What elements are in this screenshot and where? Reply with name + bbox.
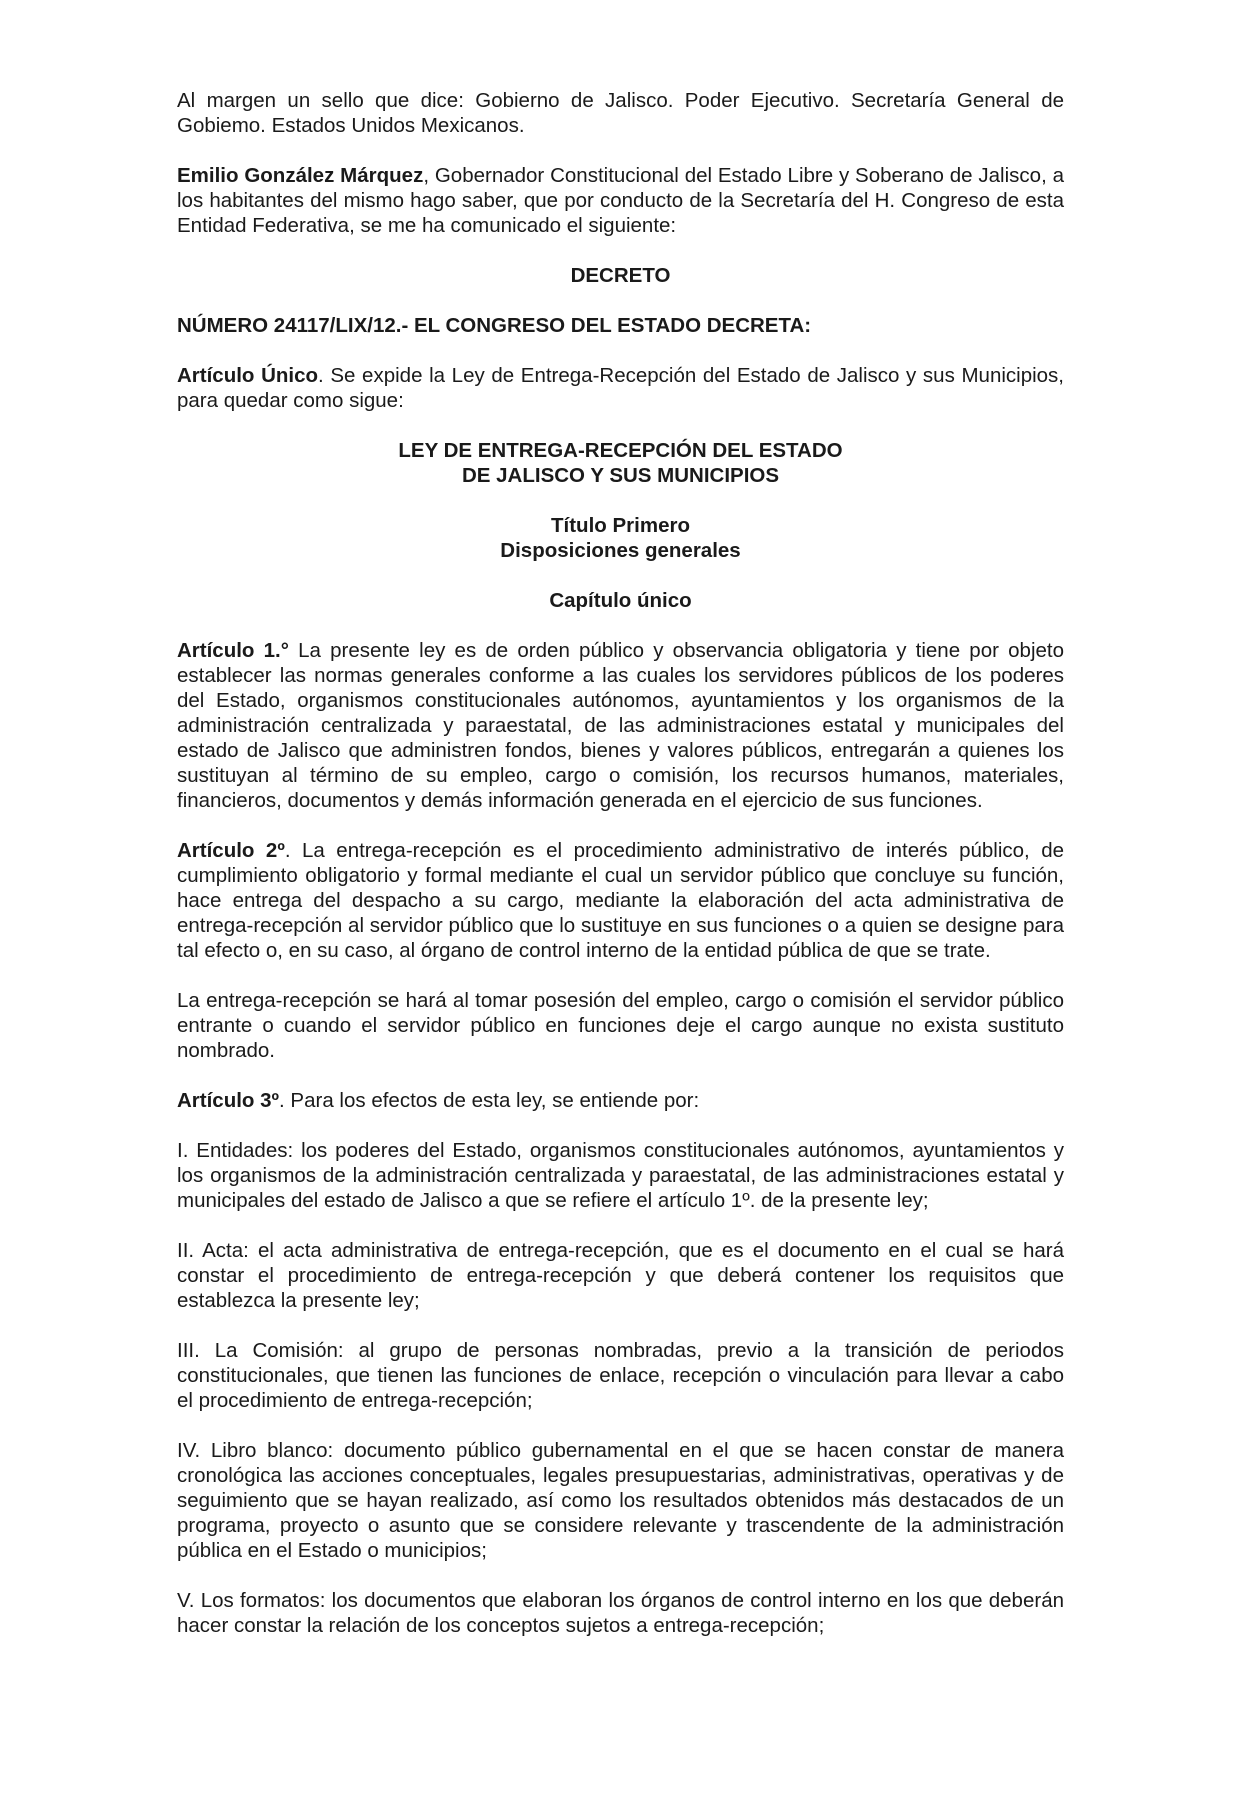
articulo-1 <box>177 638 1064 813</box>
articulo-2-label: Artículo 2º <box>177 839 285 862</box>
articulo-2-paragraph-2: La entrega-recepción se hará al tomar posesión del empleo, cargo o comisión el servidor público entrante o cuando el servidor público en funciones deje el cargo aunque no exista sustituto nombrado. <box>177 989 1064 1062</box>
law-title-line2: DE JALISCO Y SUS MUNICIPIOS <box>461 464 780 487</box>
articulo-1-label: Artículo 1.° <box>177 639 289 662</box>
governor-text: , Gobernador Constitucional del Estado Libre y Soberano de Jalisco, a los habitantes del mismo hago saber, que por conducto de la Secretaría del H. Congreso de esta Entidad Federativa, se me ha comunicado el siguiente: <box>177 164 1064 237</box>
articulo-2 <box>177 838 1064 963</box>
definition-item: IV. Libro blanco: documento público gubernamental en el que se hacen constar de manera cronológica las acciones conceptuales, legales presupuestarias, administrativas, operativas y de seguimiento que se hayan realizado, así como los resultados obtenidos más destacados de un programa, proyecto o asunto que se considere relevante y trascendente de la administración pública en el Estado o municipios; <box>177 1439 1064 1562</box>
definition-item: V. Los formatos: los documentos que elaboran los órganos de control interno en los que deberán hacer constar la relación de los conceptos sujetos a entrega-recepción; <box>177 1589 1064 1637</box>
capitulo-title: Capítulo único <box>549 589 692 612</box>
articulo-3-label: Artículo 3º <box>177 1089 280 1112</box>
articulo-1-text: La presente ley es de orden público y observancia obligatoria y tiene por objeto establecer las normas generales conforme a las cuales los servidores públicos de los poderes del Estado, organismos constitucionales autónomos, ayuntamientos y los organismos de la administración centralizada y paraestatal, de las administraciones estatal y municipales del estado de Jalisco que administren fondos, bienes y valores públicos, entregarán a quienes los sustituyan al término de su empleo, cargo o comisión, los recursos humanos, materiales, financieros, documentos y demás información generada en el ejercicio de sus funciones. <box>177 639 1064 812</box>
definition-item: I. Entidades: los poderes del Estado, organismos constitucionales autónomos, ayuntamientos y los organismos de la administración centralizada y paraestatal, de las administraciones estatal y municipales del estado de Jalisco a que se refiere el artículo 1º. de la presente ley; <box>177 1139 1064 1212</box>
law-title-line1: LEY DE ENTREGA-RECEPCIÓN DEL ESTADO <box>398 439 843 462</box>
titulo-line2: Disposiciones generales <box>500 539 741 562</box>
articulo-unico <box>177 363 1064 413</box>
articulo-3 <box>177 1088 1064 1113</box>
definition-item: III. La Comisión: al grupo de personas nombradas, previo a la transición de periodos constitucionales, que tienen las funciones de enlace, recepción o vinculación para llevar a cabo el procedimiento de entrega-recepción; <box>177 1339 1064 1412</box>
decreto-title: DECRETO <box>570 264 671 287</box>
titulo-line1: Título Primero <box>551 514 690 537</box>
margin-note: Al margen un sello que dice: Gobierno de Jalisco. Poder Ejecutivo. Secretaría General de Gobiemo. Estados Unidos Mexicanos. <box>177 89 1064 137</box>
decreto-number: NÚMERO 24117/LIX/12.- EL CONGRESO DEL ESTADO DECRETA: <box>177 314 812 337</box>
governor-name: Emilio González Márquez <box>177 164 424 187</box>
articulo-3-text: . Para los efectos de esta ley, se entiende por: <box>279 1089 700 1112</box>
governor-paragraph <box>177 163 1064 238</box>
articulo-unico-text: . Se expide la Ley de Entrega-Recepción del Estado de Jalisco y sus Municipios, para quedar como sigue: <box>177 364 1065 412</box>
document-page <box>177 88 1064 1663</box>
definition-item: II. Acta: el acta administrativa de entrega-recepción, que es el documento en el cual se hará constar el procedimiento de entrega-recepción y que deberá contener los requisitos que establezca la presente ley; <box>177 1239 1064 1312</box>
articulo-unico-label: Artículo Único <box>177 364 319 387</box>
articulo-2-text: . La entrega-recepción es el procedimiento administrativo de interés público, de cumplimiento obligatorio y formal mediante el cual un servidor público que concluye su función, hace entrega del despacho a su cargo, mediante la elaboración del acta administrativa de entrega-recepción al servidor público que lo sustituye en sus funciones o a quien se designe para tal efecto o, en su caso, al órgano de control interno de la entidad pública de que se trate. <box>177 839 1065 962</box>
